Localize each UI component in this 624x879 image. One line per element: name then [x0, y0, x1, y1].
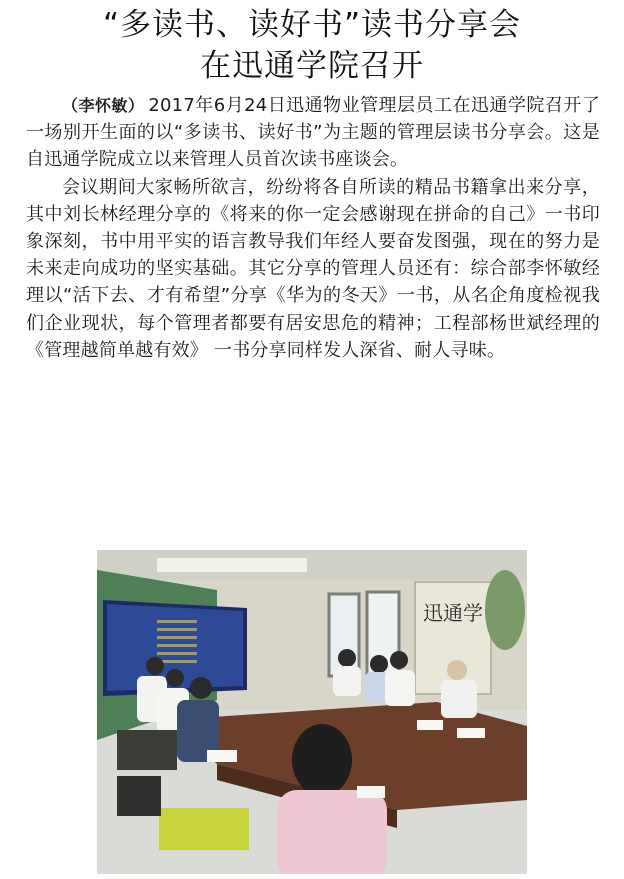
article-paragraph-1: [26, 92, 600, 174]
meeting-photo-illustration: [97, 550, 527, 874]
headline-line-2: 在迅通学院召开: [200, 48, 424, 84]
article-body: [26, 92, 600, 364]
calligraphy-text: 迅通学: [423, 601, 483, 625]
byline: （李怀敏）: [62, 96, 145, 115]
article-paragraph-2: 会议期间大家畅所欲言，纷纷将各自所读的精品书籍拿出来分享，其中刘长林经理分享的《将来的你一定会感谢现在拼命的自己》一书印象深刻，书中用平实的语言教导我们年经人要奋发图强，现在的努力是未来走向成功的坚实基础。其它分享的管理人员还有：综合部李怀敏经理以“活下去、才有希望”分享《华为的冬天》一书，从名企角度检视我们企业现状，每个管理者都要有居安思危的精神；工程部杨世斌经理的《管理越简单越有效》 一书分享同样发人深省、耐人寻味。: [26, 176, 600, 361]
paragraph-1-text: 2017年6月24日迅通物业管理层员工在迅通学院召开了一场别开生面的以“多读书、读好书”为主题的管理层读书分享会。这是自迅通学院成立以来管理人员首次读书座谈会。: [26, 95, 600, 171]
meeting-photo: [97, 550, 527, 874]
headline-line-1: “多读书、读好书”读书分享会: [102, 7, 522, 43]
